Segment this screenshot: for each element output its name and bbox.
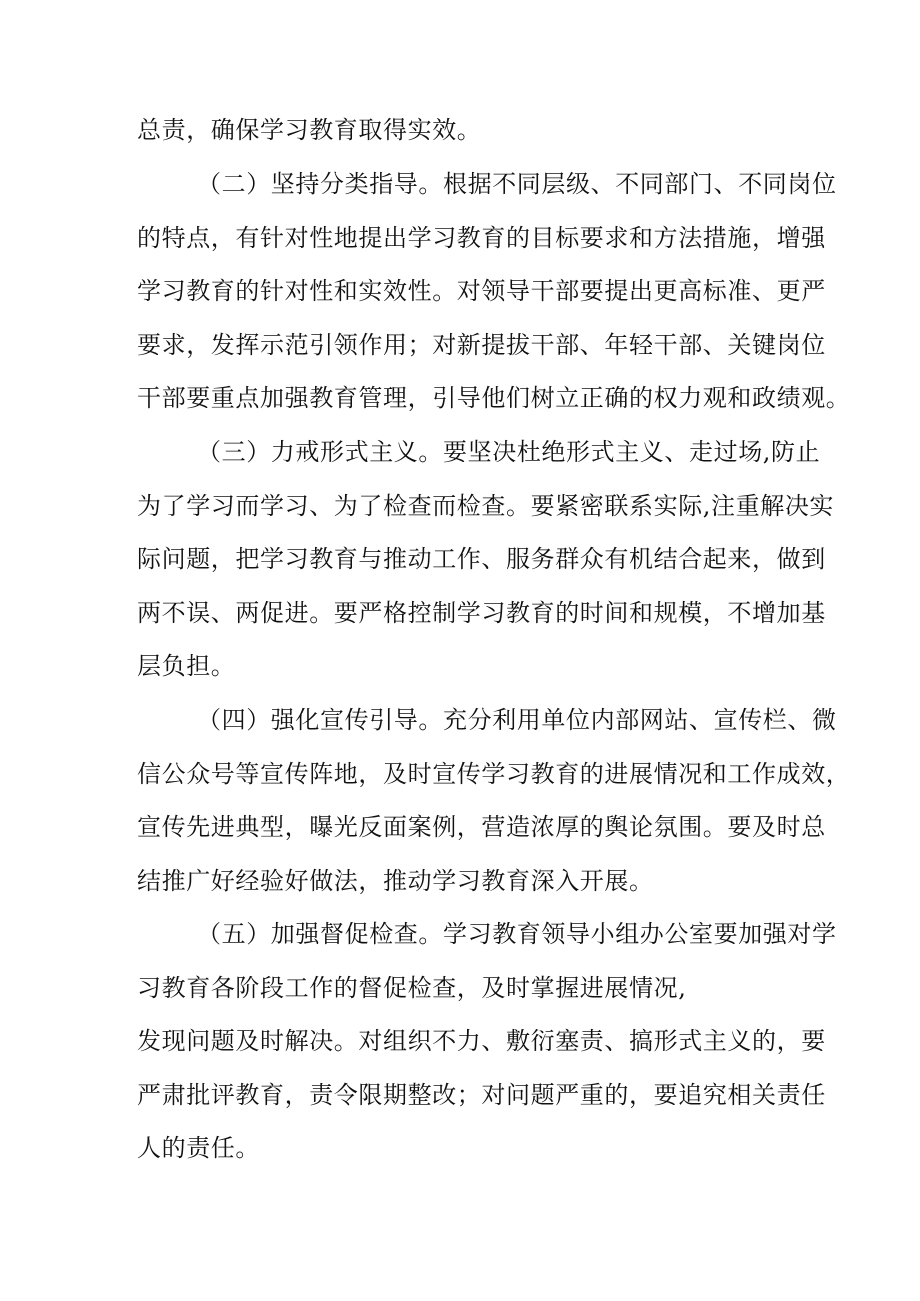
paragraph-publicity-guidance: [137, 694, 851, 908]
text-line: 总责，确保学习教育取得实效。: [137, 116, 482, 144]
text-line: 学习教育的针对性和实效性。对领导干部要提出更高标准、更严: [137, 277, 826, 306]
text-line: 信公众号等宣传阵地，及时宣传学习教育的进展情况和工作成效，: [137, 759, 851, 788]
text-line: 层负担。: [137, 652, 236, 681]
text-line: 习教育各阶段工作的督促检查，及时掌握进展情况,: [137, 973, 687, 1002]
text-line: 干部要重点加强教育管理，引导他们树立正确的权力观和政绩观。: [137, 384, 851, 413]
text-line: 发现问题及时解决。对组织不力、敷衍塞责、搞形式主义的，要: [137, 1027, 826, 1056]
paragraph-classified-guidance: [137, 158, 851, 426]
paragraph-supervision-inspection: [137, 908, 837, 1176]
text-line: 的特点，有针对性地提出学习教育的目标要求和方法措施，增强: [137, 223, 826, 252]
text-line: 际问题，把学习教育与推动工作、服务群众有机结合起来，做到: [137, 545, 826, 574]
text-line: 为了学习而学习、为了检查而检查。要紧密联系实际,注重解决实: [137, 491, 835, 520]
paragraph-continuation: [137, 104, 797, 158]
text-line: 结推广好经验好做法，推动学习教育深入开展。: [137, 866, 654, 895]
text-line: 人的责任。: [137, 1134, 260, 1163]
text-line: 宣传先进典型，曝光反面案例，营造浓厚的舆论氛围。要及时总: [137, 813, 826, 842]
text-line: （二）坚持分类指导。根据不同层级、不同部门、不同岗位: [197, 170, 837, 198]
text-line: 严肃批评教育，责令限期整改；对问题严重的，要追究相关责任: [137, 1080, 826, 1109]
text-line: （四）强化宣传引导。充分利用单位内部网站、宣传栏、微: [197, 706, 837, 734]
paragraph-avoid-formalism: [137, 426, 835, 694]
text-line: 两不误、两促进。要严格控制学习教育的时间和规模，不增加基: [137, 598, 826, 627]
text-line: （五）加强督促检查。学习教育领导小组办公室要加强对学: [197, 920, 837, 948]
text-line: 要求，发挥示范引领作用；对新提拔干部、年轻干部、关键岗位: [137, 330, 826, 359]
text-line: （三）力戒形式主义。要坚决杜绝形式主义、走过场,防止: [197, 438, 821, 466]
